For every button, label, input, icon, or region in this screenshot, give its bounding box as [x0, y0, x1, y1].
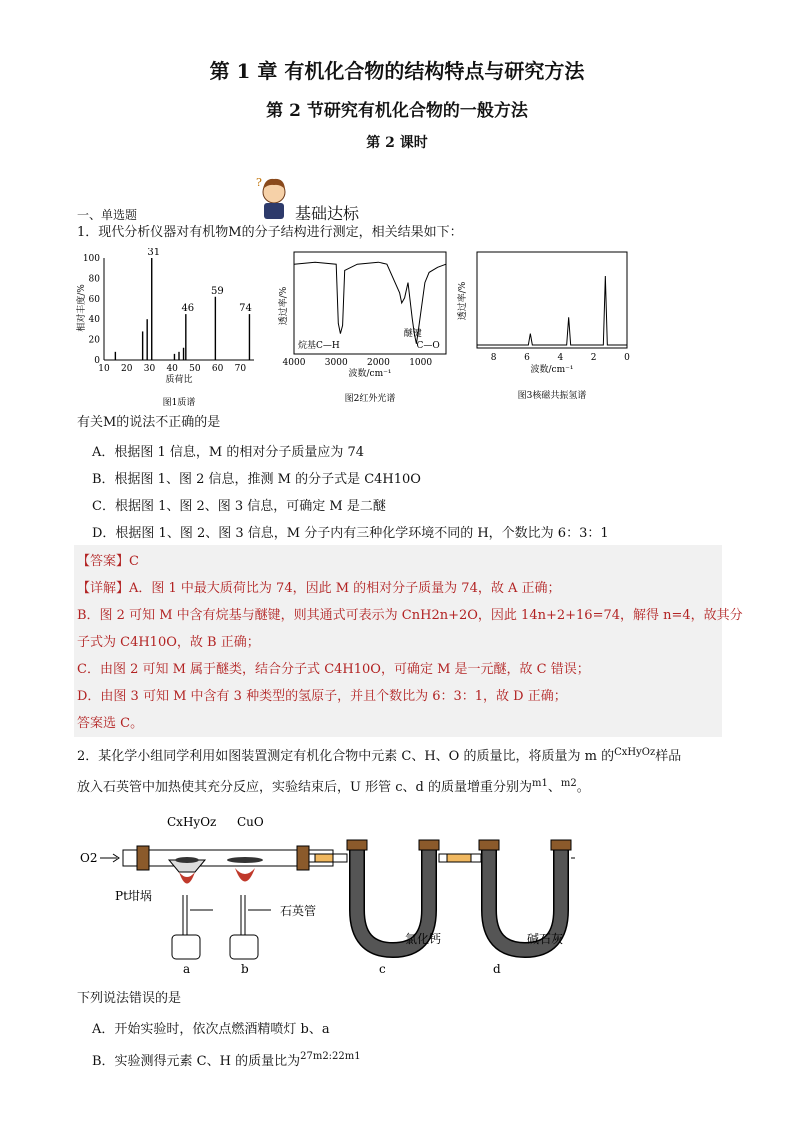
cacl2-label: 氯化钙 [405, 932, 442, 946]
ir-x-label: 波数/cm⁻¹ [348, 369, 392, 379]
apparatus-label-c: c [379, 962, 386, 976]
ms-y-label: 相对丰度/% [77, 284, 87, 332]
q2-ratio: 27m2:22m1 [300, 1051, 361, 1062]
ir-annotation: C—O [416, 341, 440, 351]
apparatus-label-a: a [183, 962, 191, 976]
ir-y-label: 透过率/% [279, 286, 289, 326]
apparatus-diagram [75, 810, 575, 980]
quartz-label: 石英管 [280, 904, 317, 918]
flame-a [179, 872, 195, 884]
q2-m2: m2 [560, 778, 577, 789]
q1-stem: 1．现代分析仪器对有机物M的分子结构进行测定，相关结果如下： [77, 225, 463, 240]
q2-option-b [92, 1050, 361, 1069]
nmr-x-tick: 8 [490, 353, 497, 363]
sample-label: CxHyOz [167, 815, 217, 829]
ms-y-tick: 40 [88, 315, 100, 326]
q2-stem-text: 2．某化学小组同学利用如图装置测定有机化合物中元素 C、H、O 的质量比，将质量为 m 的 [77, 749, 615, 764]
q2-option-b-text: B．实验测得元素 C、H 的质量比为 [92, 1054, 301, 1069]
badge-label: 基础达标 [295, 204, 360, 223]
ir-x-tick: 4000 [282, 358, 306, 368]
q2-option-a: A．开始实验时，依次点燃酒精喷灯 b、a [92, 1022, 330, 1037]
ms-y-tick: 80 [88, 274, 100, 285]
ms-peak-label: 31 [147, 248, 161, 258]
q2-stem-line2 [77, 780, 590, 797]
chapter-title: 第 1 章 有机化合物的结构特点与研究方法 [209, 59, 585, 83]
nmr-spectrum-chart [455, 246, 635, 408]
nmr-x-label: 波数/cm⁻¹ [530, 365, 574, 375]
nmr-x-tick: 0 [624, 353, 630, 363]
o2-label: O2 [80, 851, 98, 865]
nmr-x-tick: 2 [590, 353, 597, 363]
ms-y-tick: 0 [94, 356, 100, 366]
flame-b [235, 868, 255, 882]
sodalime-label: 碱石灰 [527, 932, 564, 946]
q1-option-b: B．根据图 1、图 2 信息，推测 M 的分子式是 C4H10O [92, 472, 421, 487]
ir-x-tick: 2000 [366, 358, 390, 368]
section-title: 第 2 节研究有机化合物的一般方法 [266, 101, 528, 121]
q2-sep: 、 [547, 780, 561, 795]
answer-line: 【详解】A．图 1 中最大质荷比为 74，因此 M 的相对分子质量为 74，故 A 正确； [77, 581, 561, 596]
q2-formula: CxHyOz [614, 747, 656, 758]
ir-annotation: 醚键 [403, 329, 422, 339]
q1-option-d: D．根据图 1、图 2、图 3 信息，M 分子内有三种化学环境不同的 H，个数比为 6：3：1 [92, 526, 609, 541]
ms-y-tick: 20 [88, 335, 100, 346]
ms-peak-label: 59 [210, 285, 224, 297]
ms-x-tick: 50 [189, 364, 201, 374]
ms-y-tick: 100 [82, 254, 100, 264]
q1-option-a: A．根据图 1 信息，M 的相对分子质量应为 74 [92, 445, 365, 460]
apparatus-label-b: b [241, 962, 249, 976]
svg-text:?: ? [256, 176, 262, 189]
answer-line: D．由图 3 可知 M 中含有 3 种类型的氢原子，并且个数比为 6：3：1，故 D 正确； [77, 689, 567, 704]
ir-annotation: 烷基C—H [298, 341, 340, 351]
answer-line: B．图 2 可知 M 中含有烷基与醚键，则其通式可表示为 CnH2n+2O，因此 14n+2+16=74，解得 n=4，故其分 [77, 608, 743, 623]
ir-line [294, 262, 446, 344]
crucible-label: Pt坩埚 [115, 889, 152, 903]
q2-stem-tail: 样品 [655, 749, 682, 764]
ms-peak-label: 74 [239, 303, 252, 315]
ms-x-tick: 30 [143, 364, 156, 374]
answer-line: 答案选 C。 [77, 716, 144, 731]
apparatus-label-d: d [493, 962, 501, 976]
answer-line: 子式为 C4H10O，故 B 正确； [77, 635, 260, 650]
ms-caption: 图1质谱 [162, 398, 196, 408]
ms-x-tick: 70 [234, 364, 247, 374]
q2-question: 下列说法错误的是 [77, 991, 182, 1006]
ms-x-label: 质荷比 [165, 375, 193, 385]
cuo-label: CuO [237, 815, 264, 829]
ms-x-tick: 40 [166, 364, 178, 374]
nmr-caption: 图3核磁共振氢谱 [517, 391, 587, 401]
ms-peak-label: 46 [181, 303, 195, 315]
nmr-y-label: 透过率/% [458, 281, 468, 321]
mass-spectrum-chart [72, 248, 262, 408]
answer-line: 【答案】C [77, 554, 139, 569]
ms-x-tick: 20 [121, 364, 133, 374]
q2-m1: m1 [531, 778, 548, 789]
nmr-line [477, 276, 627, 345]
q1-option-c: C．根据图 1、图 2、图 3 信息，可确定 M 是二醚 [92, 499, 386, 514]
q2-stem-line1 [77, 749, 681, 766]
answer-line: C．由图 2 可知 M 属于醚类，结合分子式 C4H10O，可确定 M 是一元醚，故 C 错误； [77, 662, 590, 677]
ir-spectrum-chart [278, 246, 453, 408]
ms-x-tick: 10 [98, 364, 110, 374]
ms-y-tick: 60 [88, 294, 100, 305]
section-heading: 一、单选题 [77, 208, 138, 222]
q1-question: 有关M的说法不正确的是 [77, 415, 221, 430]
lesson-title: 第 2 课时 [366, 135, 428, 151]
ir-frame [294, 252, 446, 354]
student-icon [252, 172, 296, 222]
ir-x-tick: 1000 [409, 358, 433, 368]
ir-caption: 图2红外光谱 [344, 394, 396, 404]
ms-x-tick: 60 [211, 364, 224, 374]
nmr-x-tick: 4 [557, 353, 564, 363]
ir-x-tick: 3000 [324, 358, 348, 368]
nmr-x-tick: 6 [524, 353, 530, 363]
q2-stem-text2: 放入石英管中加热使其充分反应，实验结束后，U 形管 c、d 的质量增重分别为 [77, 780, 532, 795]
q2-end: 。 [576, 780, 590, 795]
